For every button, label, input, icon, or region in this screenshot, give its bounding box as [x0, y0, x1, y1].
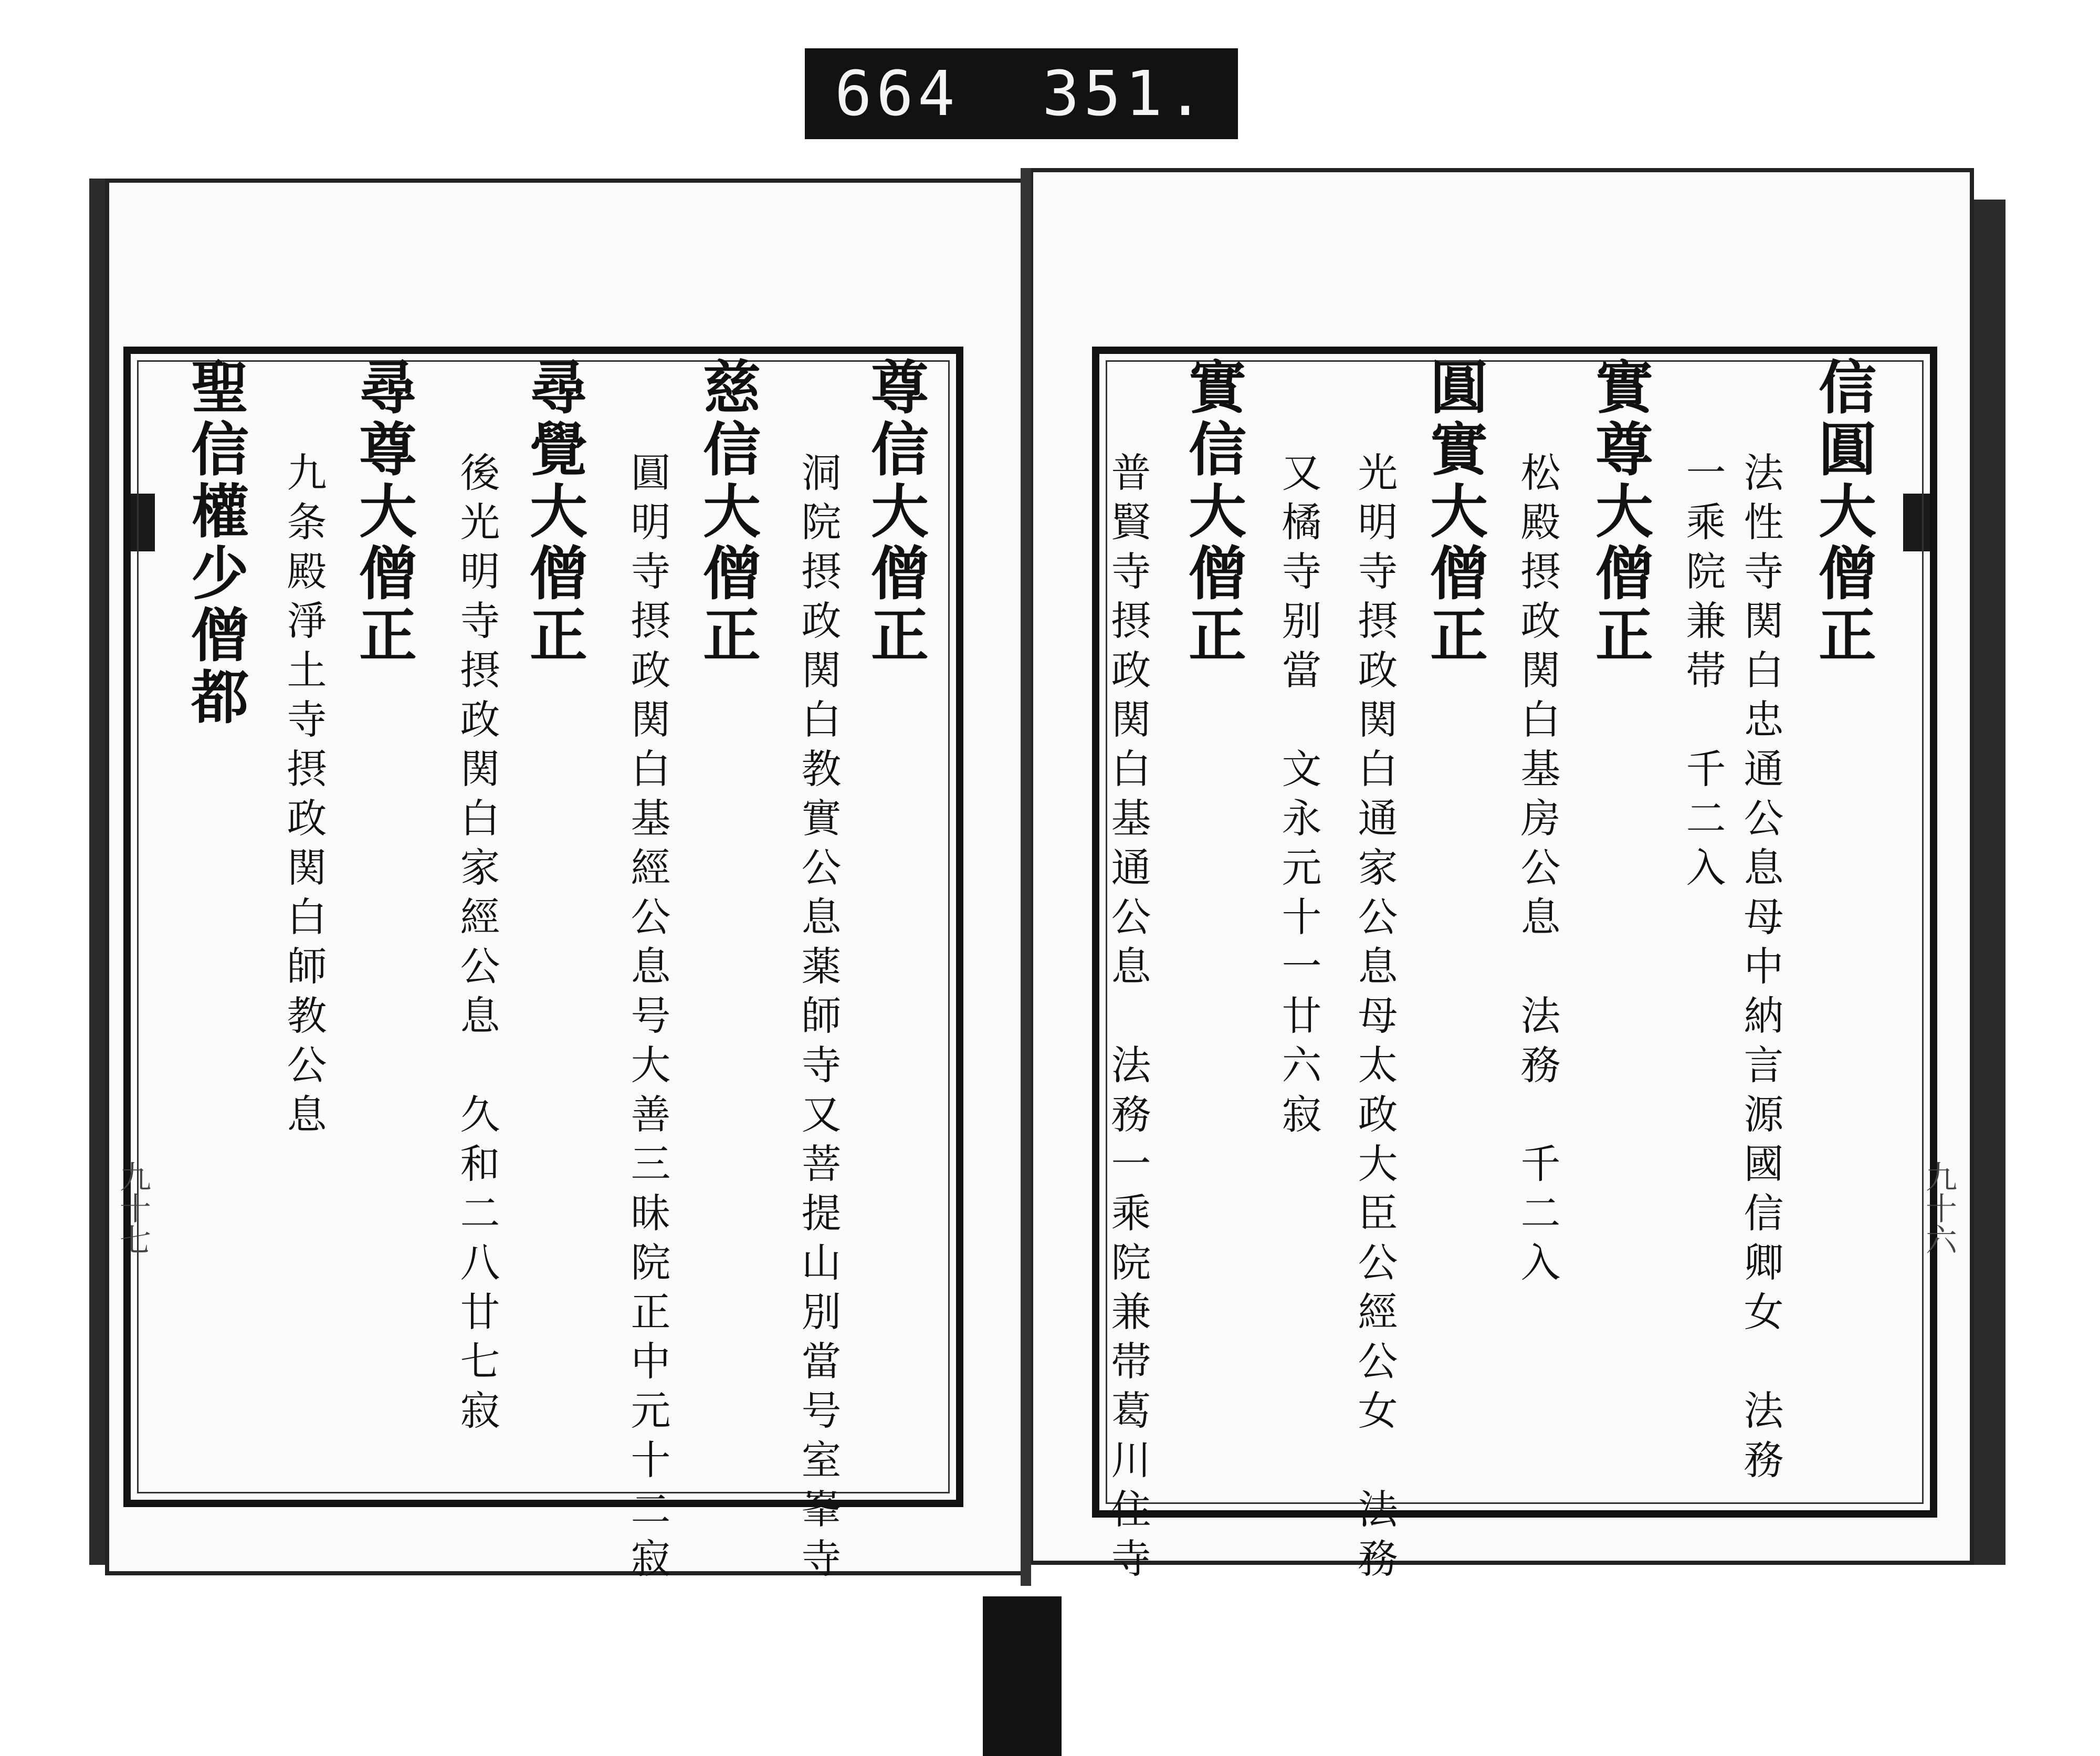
- entry-heading: 圓實大僧正: [1421, 357, 1488, 667]
- entry-detail: 光明寺摂政関白通家公息母太政大臣公經公女 法務: [1351, 452, 1398, 1587]
- archive-number-label: 664 351.: [805, 48, 1238, 139]
- entry-heading: 實尊大僧正: [1586, 357, 1654, 667]
- entry-heading: 實信大僧正: [1179, 357, 1247, 667]
- entry-heading: 信圓大僧正: [1809, 357, 1877, 667]
- entry-heading: 尊信大僧正: [862, 357, 929, 667]
- entry-detail: 普賢寺摂政関白基通公息 法務一乘院兼帯葛川住寺: [1105, 452, 1151, 1587]
- entry-detail-secondary: 一乘院兼帯 千二入: [1679, 452, 1726, 896]
- book-spine: [1021, 168, 1031, 1586]
- entry-heading: 聖信權少僧都: [182, 357, 249, 729]
- right-book-edge: [1974, 200, 2006, 1565]
- entry-detail: 後光明寺摂政関白家經公息 久和二八廿七寂: [454, 452, 500, 1439]
- right-page-number: 九十六: [1920, 1161, 1957, 1255]
- entry-heading: 慈信大僧正: [694, 357, 761, 667]
- scanner-clamp-block: [983, 1596, 1062, 1756]
- entry-detail: 圓明寺摂政関白基經公息号大善三昧院正中元十二寂: [624, 452, 671, 1587]
- entry-heading: 尋尊大僧正: [350, 357, 417, 667]
- entry-detail: 松殿摂政関白基房公息 法務 千二入: [1514, 452, 1561, 1291]
- entry-detail: 法性寺関白忠通公息母中納言源國信卿女 法務: [1737, 452, 1784, 1488]
- entry-detail: 洞院摂政関白教實公息薬師寺又菩提山別當号室峯寺: [795, 452, 842, 1587]
- left-page-number: 九十七: [114, 1161, 151, 1255]
- entry-heading: 尋覺大僧正: [520, 357, 588, 667]
- entry-detail: 九条殿淨土寺摂政関白師教公息: [280, 452, 327, 1143]
- entry-detail-secondary: 又橘寺别當 文永元十一廿六寂: [1275, 452, 1322, 1143]
